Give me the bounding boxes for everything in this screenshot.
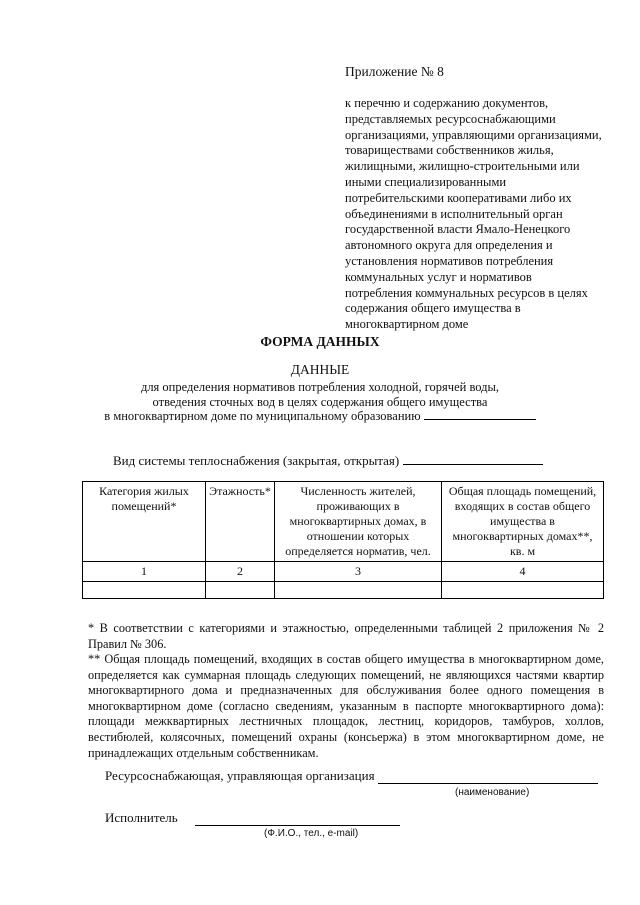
executor-signature-line: [195, 825, 400, 826]
data-heading: ДАННЫЕ: [290, 362, 350, 377]
footnote-2: ** Общая площадь помещений, входящих в состав общего имущества в многоквартирном доме, определяется как суммарная площадь следующих помещений, не являющихся частями квартир многоквартирного дома и предназначенных для обслуживания более одного помещения в многоквартирном доме (согласно сведениям, указанным в паспорте многоквартирного дома): площади межквартирных лестничных площадок, лестниц, коридоров, тамбуров, холлов, вестибюлей, колясочных, помещений охраны (консьержа) в этом многоквартирном доме, не принадлежащих отдельным собственникам.: [88, 652, 604, 760]
heat-system-label: Вид системы теплоснабжения (закрытая, открытая): [113, 453, 400, 468]
header-residents: Численность жителей, проживающих в многоквартирных домах, в отношении которых определяется норматив, чел.: [275, 482, 442, 562]
table-cell: [275, 582, 442, 599]
data-subheading: [0, 380, 640, 424]
table-cell: [83, 582, 206, 599]
org-signature-line: [378, 783, 598, 784]
form-heading: ФОРМА ДАННЫХ: [260, 334, 380, 349]
header-common-area: Общая площадь помещений, входящих в состав общего имущества в многоквартирных домах**, кв. м: [442, 482, 604, 562]
table-number-row: [83, 562, 604, 582]
header-floors: Этажность*: [206, 482, 275, 562]
column-number: 4: [442, 562, 604, 582]
appendix-description: к перечню и содержанию документов, представляемых ресурсоснабжающими организациями, управляющими организациями, товариществами собственников жилья, жилищными, жилищно-строительными или иными специализированными потребительскими кооперативами либо их объединениями в исполнительный орган государственной власти Ямало-Ненецкого автономного округа для определения и установления нормативов потребления коммунальных услуг и нормативов потребления коммунальных ресурсов в целях содержания общего имущества в многоквартирном доме: [345, 96, 602, 332]
municipality-blank: [424, 418, 536, 420]
column-number: 2: [206, 562, 275, 582]
heat-system-row: [113, 453, 543, 469]
executor-caption: (Ф.И.О., тел., e-mail): [264, 828, 359, 839]
table-cell: [442, 582, 604, 599]
data-subheading-text: для определения нормативов потребления холодной, горячей воды, отведения сточных вод в целях содержания общего имущества в многоквартирном доме по муниципальному образованию: [104, 380, 500, 423]
header-category: Категория жилых помещений*: [83, 482, 206, 562]
table-cell: [206, 582, 275, 599]
heat-system-blank: [403, 463, 543, 465]
table-header-row: [83, 482, 604, 562]
org-caption: (наименование): [455, 787, 530, 798]
executor-label: Исполнитель: [105, 810, 178, 825]
appendix-title: Приложение № 8: [345, 64, 444, 79]
data-table: [82, 481, 604, 599]
org-label: Ресурсоснабжающая, управляющая организация: [105, 768, 375, 783]
table-empty-row: [83, 582, 604, 599]
footnote-1: * В соответствии с категориями и этажностью, определенными таблицей 2 приложения № 2 Правил № 306.: [88, 621, 604, 651]
column-number: 1: [83, 562, 206, 582]
column-number: 3: [275, 562, 442, 582]
